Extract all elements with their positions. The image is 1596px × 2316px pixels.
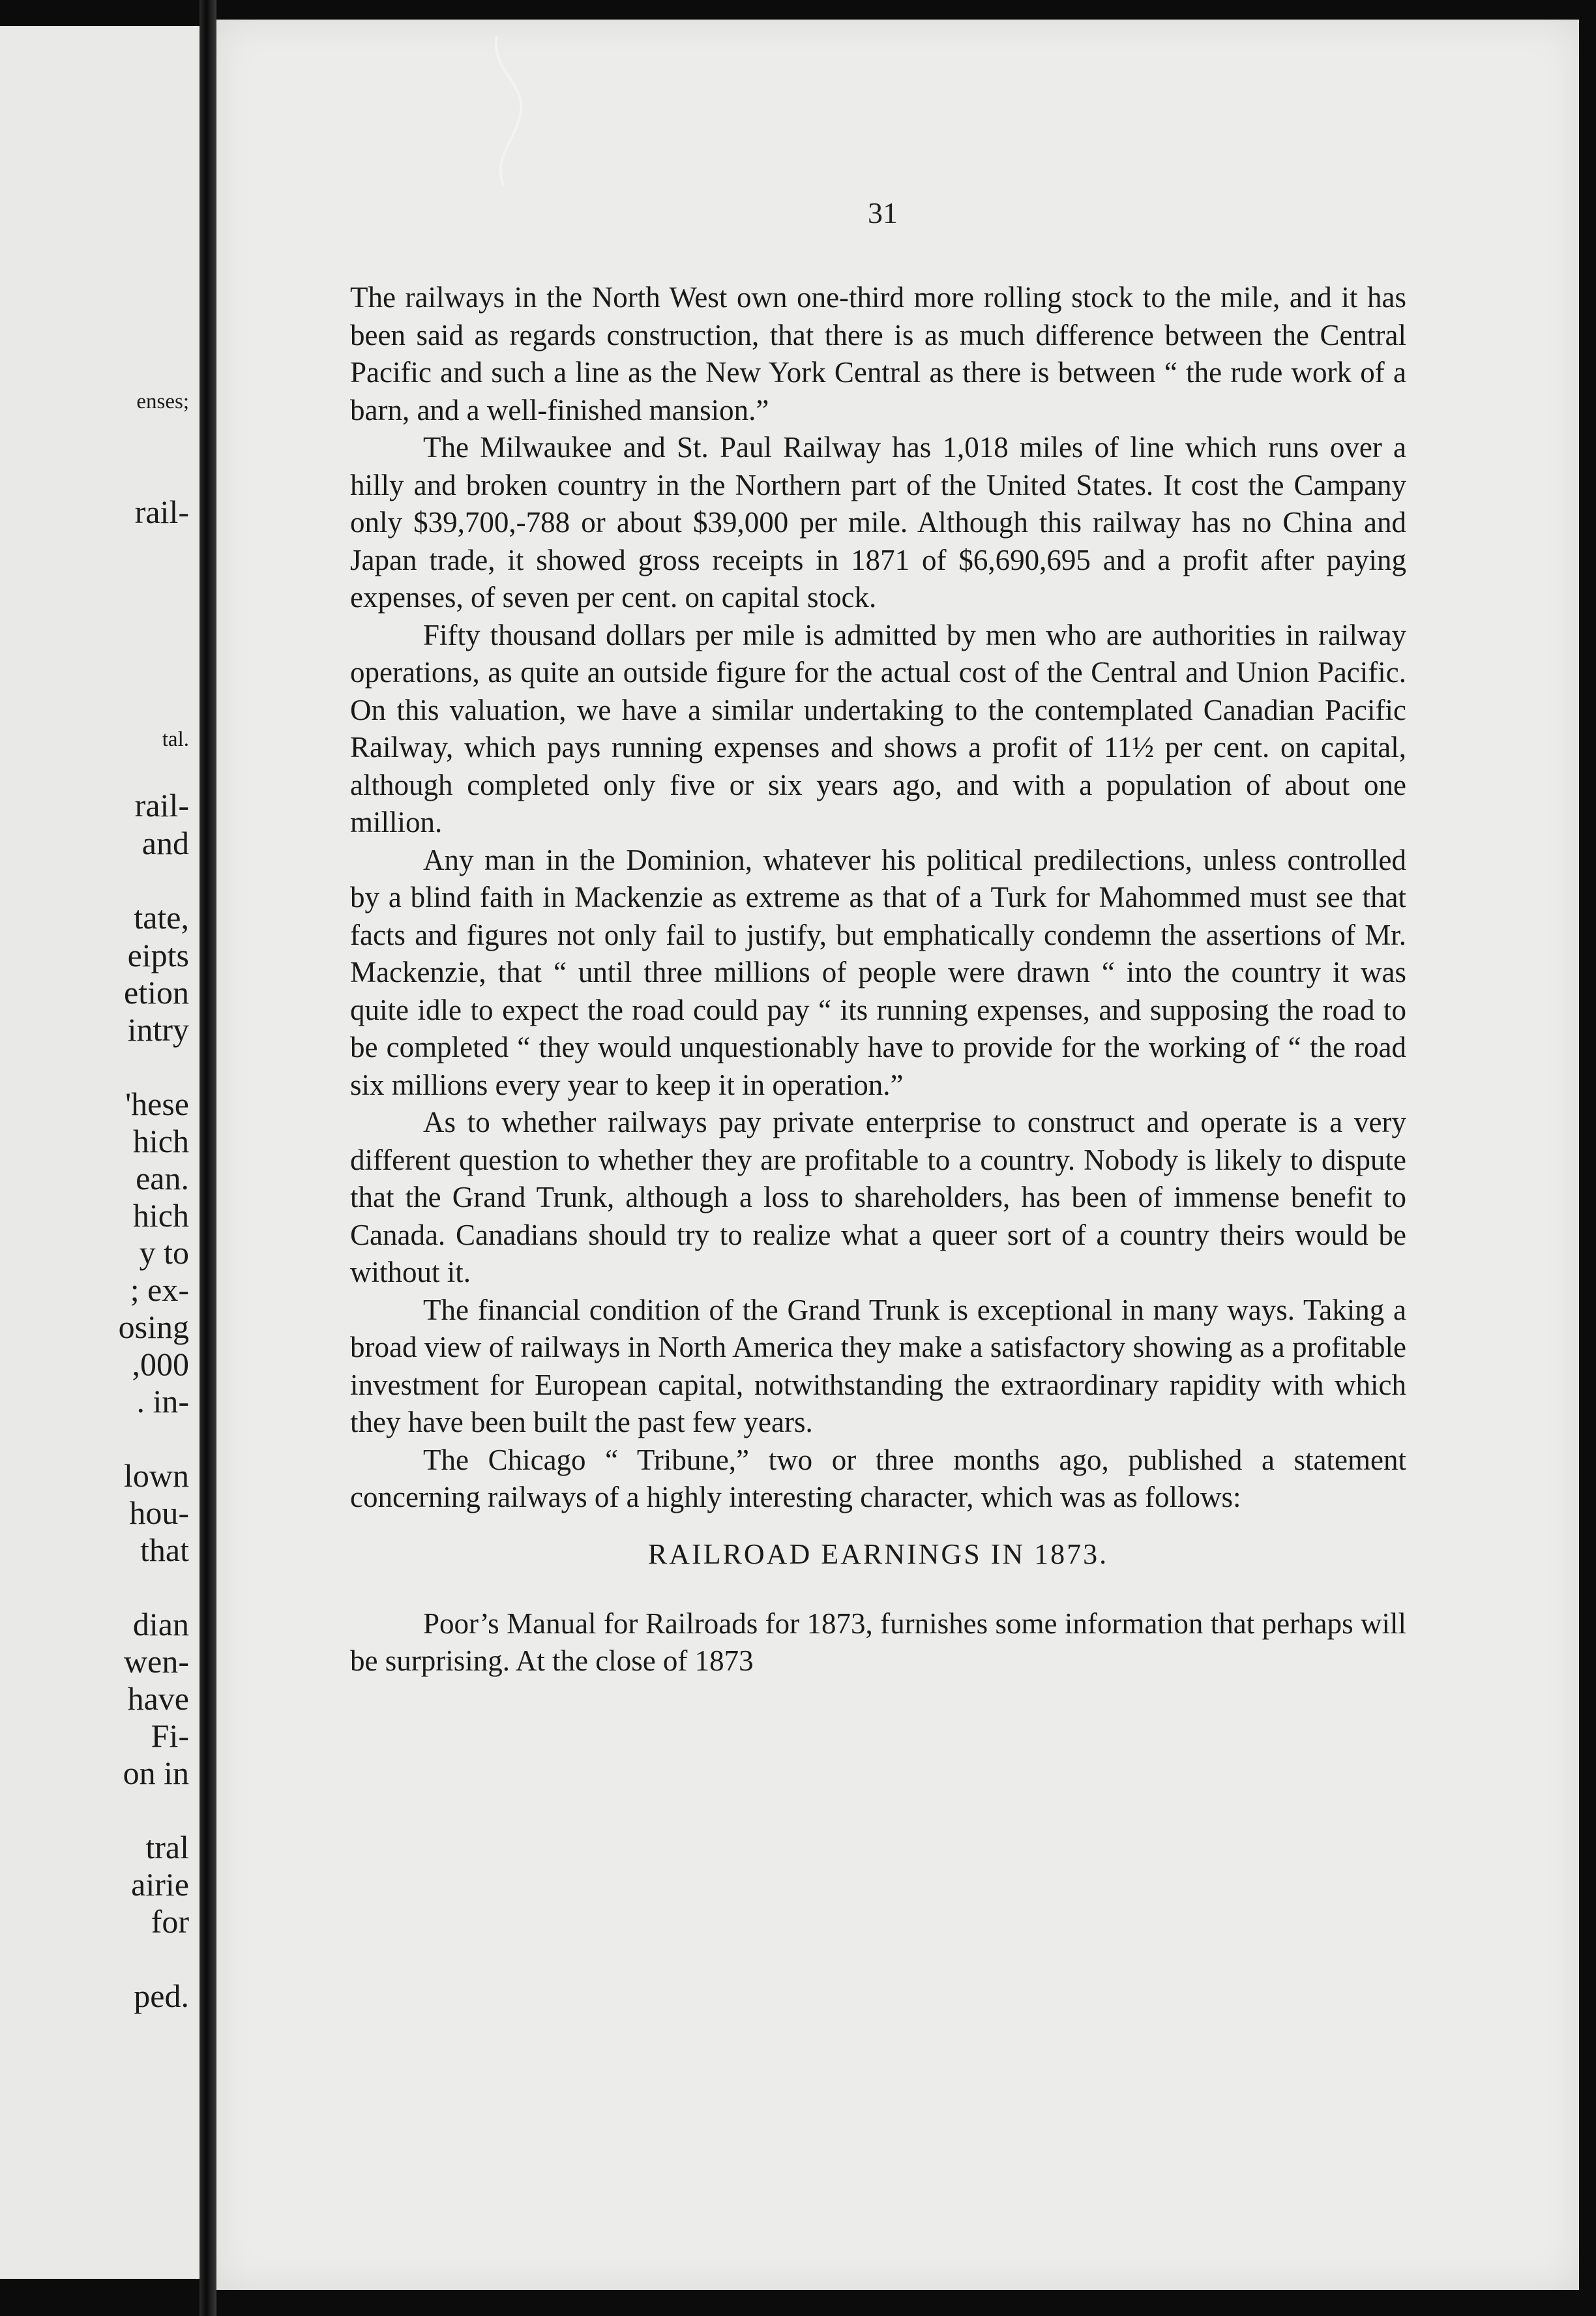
paragraph: Poor’s Manual for Railroads for 1873, furnishes some information that perhaps will be surprising. At the close of 1873 bbox=[350, 1607, 1406, 1677]
left-facing-page bbox=[0, 26, 200, 2279]
section-heading: RAILROAD EARNINGS IN 1873. bbox=[647, 1537, 1109, 1570]
paragraph: The Chicago “ Tribune,” two or three months ago, published a statement concerning railways of a highly interesting character, which was as follows: bbox=[350, 1443, 1406, 1513]
left-fragment: on in bbox=[123, 1755, 189, 1791]
left-fragment: ean. bbox=[136, 1160, 189, 1196]
paragraph: As to whether railways pay private enterprise to construct and operate is a very different question to whether they are profitable to a country. Nobody is likely to dispute that the Grand Trunk, although a loss to shareholders, has been of immense benefit to Canada. Canadians should try to realize what a queer sort of a country theirs would be without it. bbox=[350, 1106, 1406, 1288]
left-fragment: dian bbox=[132, 1606, 189, 1642]
left-fragment: ,000 bbox=[132, 1346, 189, 1382]
left-fragment: that bbox=[140, 1532, 189, 1568]
left-fragment: etion bbox=[124, 974, 189, 1011]
left-fragment: lown bbox=[124, 1457, 189, 1494]
left-fragment: . in- bbox=[136, 1383, 189, 1419]
left-fragment: have bbox=[127, 1680, 189, 1717]
left-fragment: Fi- bbox=[151, 1717, 189, 1754]
left-fragment: tal. bbox=[162, 728, 189, 751]
book-gutter bbox=[200, 0, 216, 2316]
body-text bbox=[350, 279, 1406, 1680]
left-fragment: osing bbox=[118, 1309, 189, 1345]
stray-ink-mark bbox=[484, 33, 542, 189]
left-fragment: airie bbox=[131, 1866, 189, 1903]
left-fragment: for bbox=[151, 1903, 189, 1940]
left-fragment: ped. bbox=[134, 1978, 189, 2014]
left-fragment: rail- bbox=[134, 494, 189, 530]
paragraph: The Milwaukee and St. Paul Railway has 1,018 miles of line which runs over a hilly and broken country in the Northern part of the United States. It cost the Campany only $39,700,-788 or about $39,000 per mile. Although this railway has no China and Japan trade, it showed gross receipts in 1871 of $6,690,695 and a profit after paying expenses, of seven per cent. on capital stock. bbox=[350, 431, 1406, 614]
page-number: 31 bbox=[868, 196, 898, 230]
paragraph: Any man in the Dominion, whatever his political predilections, unless controlled by a blind faith in Mackenzie as extreme as that of a Turk for Mahommed must see that facts and figures not only fail to justify, but emphatically condemn the assertions of Mr. Mackenzie, that “ until three millions of people were drawn “ into the country it was quite idle to expect the road could pay “ its running expenses, and supposing the road to be completed “ they would unquestionably have to provide for the working of “ the road six millions every year to keep it in operation.” bbox=[350, 843, 1406, 1101]
left-fragment: hich bbox=[132, 1123, 189, 1159]
left-fragment: wen- bbox=[124, 1643, 189, 1680]
left-fragment: enses; bbox=[136, 390, 189, 413]
left-fragment: hich bbox=[132, 1197, 189, 1234]
paragraph: The railways in the North West own one-third more rolling stock to the mile, and it has been said as regards construction, that there is as much difference between the Central Pacific and such a line as the New York Central as there is between “ the rude work of a barn, and a well-finished mansion.” bbox=[350, 281, 1406, 426]
left-fragment: rail- bbox=[134, 787, 189, 824]
main-page bbox=[216, 20, 1579, 2290]
left-fragment: intry bbox=[127, 1011, 189, 1048]
left-fragment: eipts bbox=[127, 937, 189, 973]
left-fragment: tate, bbox=[134, 899, 189, 936]
left-fragment: tral bbox=[145, 1829, 189, 1865]
paragraph: Fifty thousand dollars per mile is admitted by men who are authorities in railway operations, as quite an outside figure for the actual cost of the Central and Union Pacific. On this valuation, we have a similar undertaking to the contemplated Canadian Pacific Railway, which pays running expenses and shows a profit of 11½ per cent. on capital, although completed only five or six years ago, and with a population of about one million. bbox=[350, 618, 1406, 839]
left-fragment: and bbox=[141, 825, 189, 861]
left-fragment: 'hese bbox=[125, 1086, 189, 1122]
paragraph: The financial condition of the Grand Trunk is exceptional in many ways. Taking a broad view of railways in North America they make a satisfactory showing as a profitable investment for European capital, notwithstanding the extraordinary rapidity with which they have been built the past few years. bbox=[350, 1293, 1406, 1438]
left-fragment: y to bbox=[139, 1234, 189, 1271]
left-fragment: hou- bbox=[129, 1494, 189, 1531]
left-fragment: ; ex- bbox=[130, 1271, 189, 1308]
